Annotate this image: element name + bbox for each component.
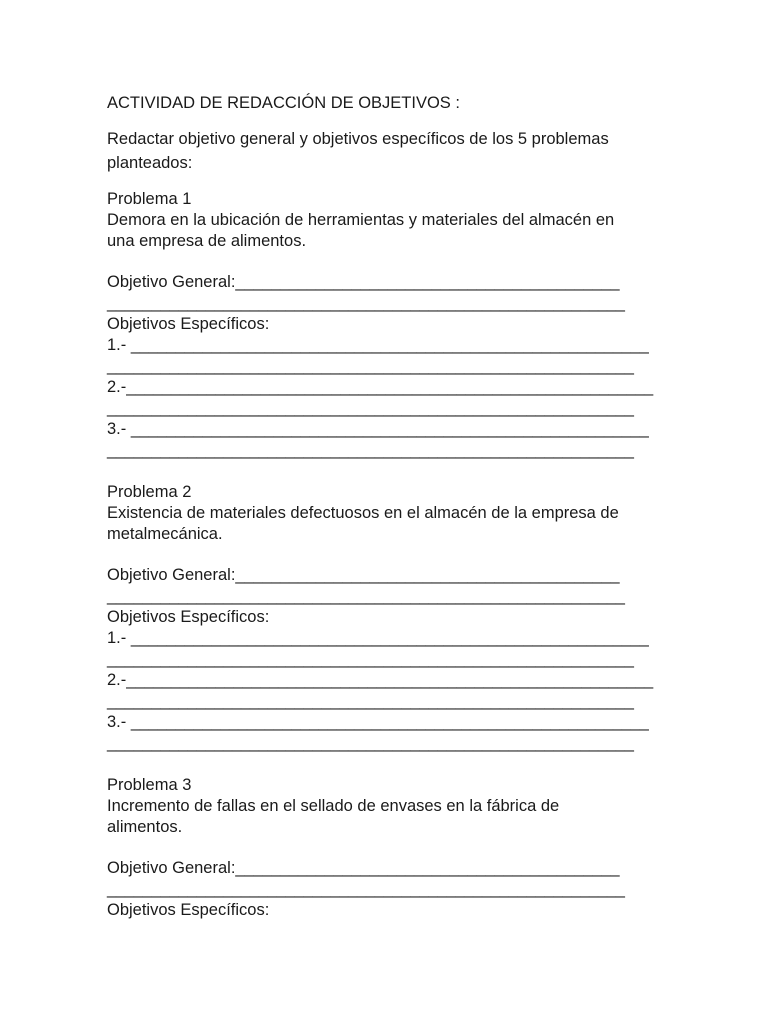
- problem-2-section: [107, 482, 667, 754]
- spacer: [107, 754, 667, 775]
- spacer: [107, 838, 667, 858]
- specific-objective-blank-continued[interactable]: ___________________________________________________________: [107, 399, 634, 417]
- specific-objective-blank-continued[interactable]: ___________________________________________________________: [107, 357, 634, 375]
- spacer: [107, 461, 667, 482]
- problem-description-line: metalmecánica.: [107, 525, 223, 543]
- general-objective-blank[interactable]: ___________________________________________: [235, 859, 620, 877]
- specific-objective-row: [107, 335, 667, 356]
- specific-objective-row: [107, 419, 667, 440]
- general-objective-row: [107, 565, 667, 586]
- specific-objective-blank-continued[interactable]: ___________________________________________________________: [107, 734, 634, 752]
- general-objective-blank-continued[interactable]: __________________________________________________________: [107, 294, 625, 312]
- general-objective-row: [107, 858, 667, 879]
- general-objective-row: [107, 272, 667, 293]
- specific-objectives-label: Objetivos Específicos:: [107, 901, 270, 919]
- specific-objective-blank[interactable]: ___________________________________________________________: [126, 378, 653, 396]
- problem-description-line: Incremento de fallas en el sellado de envases en la fábrica de: [107, 797, 560, 815]
- intro-text: Redactar objetivo general y objetivos específicos de los 5 problemas planteados:: [107, 130, 609, 172]
- problem-heading: Problema 3: [107, 776, 192, 794]
- problem-heading: Problema 2: [107, 483, 192, 501]
- general-objective-blank[interactable]: ___________________________________________: [235, 273, 620, 291]
- problem-heading: Problema 1: [107, 190, 192, 208]
- specific-objective-row: [107, 377, 667, 398]
- general-objective-blank-continued[interactable]: __________________________________________________________: [107, 880, 625, 898]
- worksheet-page: [107, 93, 667, 921]
- general-objective-blank[interactable]: ___________________________________________: [235, 566, 620, 584]
- specific-objective-number: 2.-: [107, 378, 127, 396]
- specific-objective-row: [107, 628, 667, 649]
- specific-objective-row: [107, 712, 667, 733]
- problem-3-section: [107, 775, 667, 921]
- specific-objective-blank[interactable]: __________________________________________________________: [130, 336, 649, 354]
- specific-objective-blank[interactable]: ___________________________________________________________: [126, 671, 653, 689]
- spacer: [107, 252, 667, 272]
- general-objective-label: Objetivo General:: [107, 566, 236, 584]
- general-objective-blank-continued[interactable]: __________________________________________________________: [107, 587, 625, 605]
- specific-objective-number: 3.-: [107, 420, 131, 438]
- spacer: [107, 545, 667, 565]
- problem-description-line: Demora en la ubicación de herramientas y materiales del almacén en: [107, 211, 615, 229]
- general-objective-label: Objetivo General:: [107, 859, 236, 877]
- specific-objective-blank[interactable]: __________________________________________________________: [130, 629, 649, 647]
- specific-objective-blank[interactable]: __________________________________________________________: [130, 713, 649, 731]
- specific-objective-blank-continued[interactable]: ___________________________________________________________: [107, 650, 634, 668]
- specific-objectives-label: Objetivos Específicos:: [107, 608, 270, 626]
- specific-objective-row: [107, 670, 667, 691]
- specific-objective-blank[interactable]: __________________________________________________________: [130, 420, 649, 438]
- specific-objective-number: 1.-: [107, 336, 131, 354]
- specific-objectives-label: Objetivos Específicos:: [107, 315, 270, 333]
- problem-1-section: [107, 189, 667, 461]
- problem-description-line: una empresa de alimentos.: [107, 232, 307, 250]
- specific-objective-number: 3.-: [107, 713, 131, 731]
- specific-objective-number: 2.-: [107, 671, 127, 689]
- problem-description-line: alimentos.: [107, 818, 183, 836]
- problem-description-line: Existencia de materiales defectuosos en el almacén de la empresa de: [107, 504, 619, 522]
- specific-objective-number: 1.-: [107, 629, 131, 647]
- specific-objective-blank-continued[interactable]: ___________________________________________________________: [107, 692, 634, 710]
- specific-objective-blank-continued[interactable]: ___________________________________________________________: [107, 441, 634, 459]
- page-title: ACTIVIDAD DE REDACCIÓN DE OBJETIVOS :: [107, 94, 460, 112]
- general-objective-label: Objetivo General:: [107, 273, 236, 291]
